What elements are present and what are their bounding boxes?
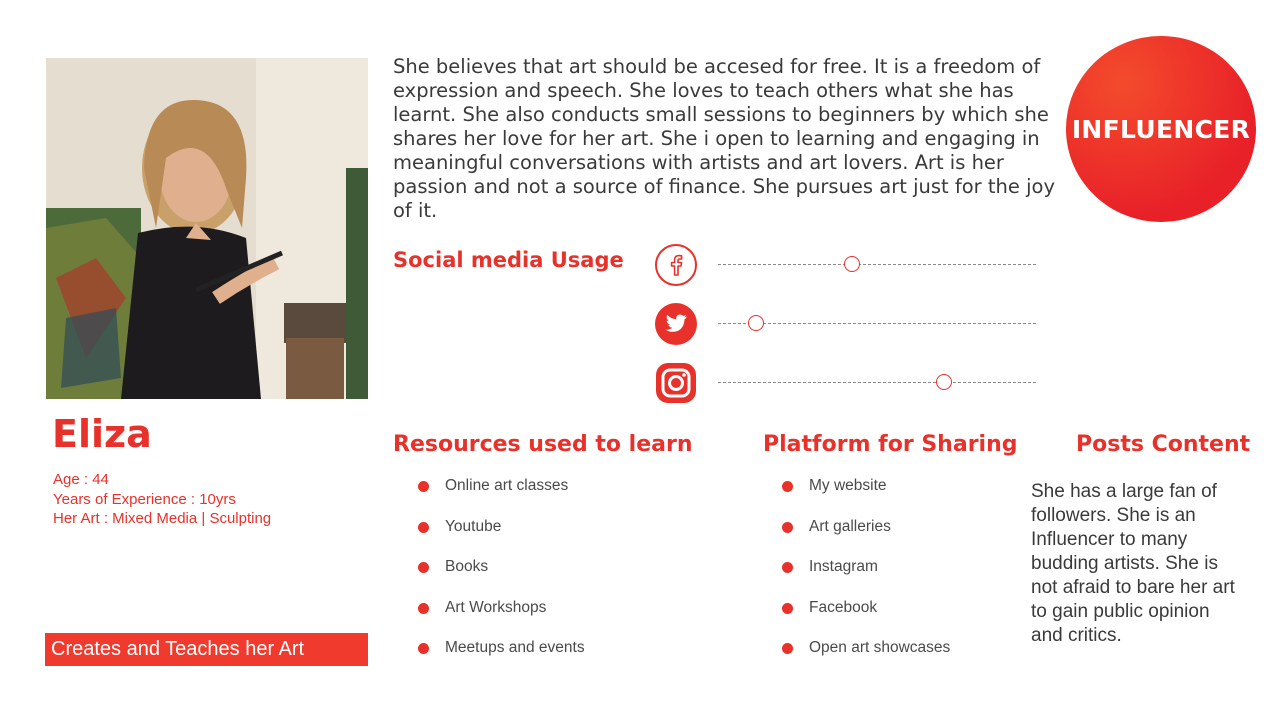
usage-track bbox=[718, 382, 1036, 383]
persona-age: Age : 44 bbox=[53, 471, 109, 488]
social-row-facebook bbox=[654, 243, 1044, 287]
persona-tagline: Creates and Teaches her Art bbox=[45, 633, 368, 666]
social-media-title: Social media Usage bbox=[393, 248, 624, 272]
usage-marker bbox=[844, 256, 860, 272]
persona-name: Eliza bbox=[52, 412, 152, 456]
bullet-icon bbox=[418, 481, 429, 492]
persona-details bbox=[53, 470, 271, 529]
bullet-icon bbox=[418, 603, 429, 614]
bullet-icon bbox=[782, 603, 793, 614]
profile-photo bbox=[46, 58, 368, 399]
resources-title: Resources used to learn bbox=[393, 432, 693, 457]
persona-bio: She believes that art should be accesed for free. It is a freedom of expression and speech. She loves to teach others what she has learnt. She also conducts small sessions to beginners by which she shares her love for her art. She i open to learning and engaging in meaningful conversations with artists and art lovers. Art is her passion and not a source of finance. She pursues art just for the joy of it. bbox=[393, 55, 1055, 222]
usage-track bbox=[718, 323, 1036, 324]
bullet-icon bbox=[782, 643, 793, 654]
twitter-icon bbox=[654, 302, 698, 346]
influencer-badge bbox=[1066, 36, 1256, 222]
social-row-instagram bbox=[654, 361, 1044, 405]
social-row-twitter bbox=[654, 302, 1044, 346]
posts-title: Posts Content bbox=[1076, 432, 1251, 457]
persona-art: Her Art : Mixed Media | Sculpting bbox=[53, 510, 272, 527]
bullet-icon bbox=[418, 562, 429, 573]
bullet-icon bbox=[418, 522, 429, 533]
facebook-icon bbox=[654, 243, 698, 287]
bullet-icon bbox=[782, 522, 793, 533]
posts-text: She has a large fan of followers. She is an Influencer to many budding artists. She is not afraid to bare her art to gain public opinion and critics. bbox=[1031, 481, 1235, 646]
bullet-icon bbox=[782, 481, 793, 492]
usage-track bbox=[718, 264, 1036, 265]
instagram-icon bbox=[654, 361, 698, 405]
platforms-title: Platform for Sharing bbox=[763, 432, 1018, 457]
usage-marker bbox=[748, 315, 764, 331]
usage-marker bbox=[936, 374, 952, 390]
badge-label: INFLUENCER bbox=[1071, 114, 1251, 144]
persona-experience: Years of Experience : 10yrs bbox=[53, 490, 236, 508]
bullet-icon bbox=[418, 643, 429, 654]
bullet-icon bbox=[782, 562, 793, 573]
